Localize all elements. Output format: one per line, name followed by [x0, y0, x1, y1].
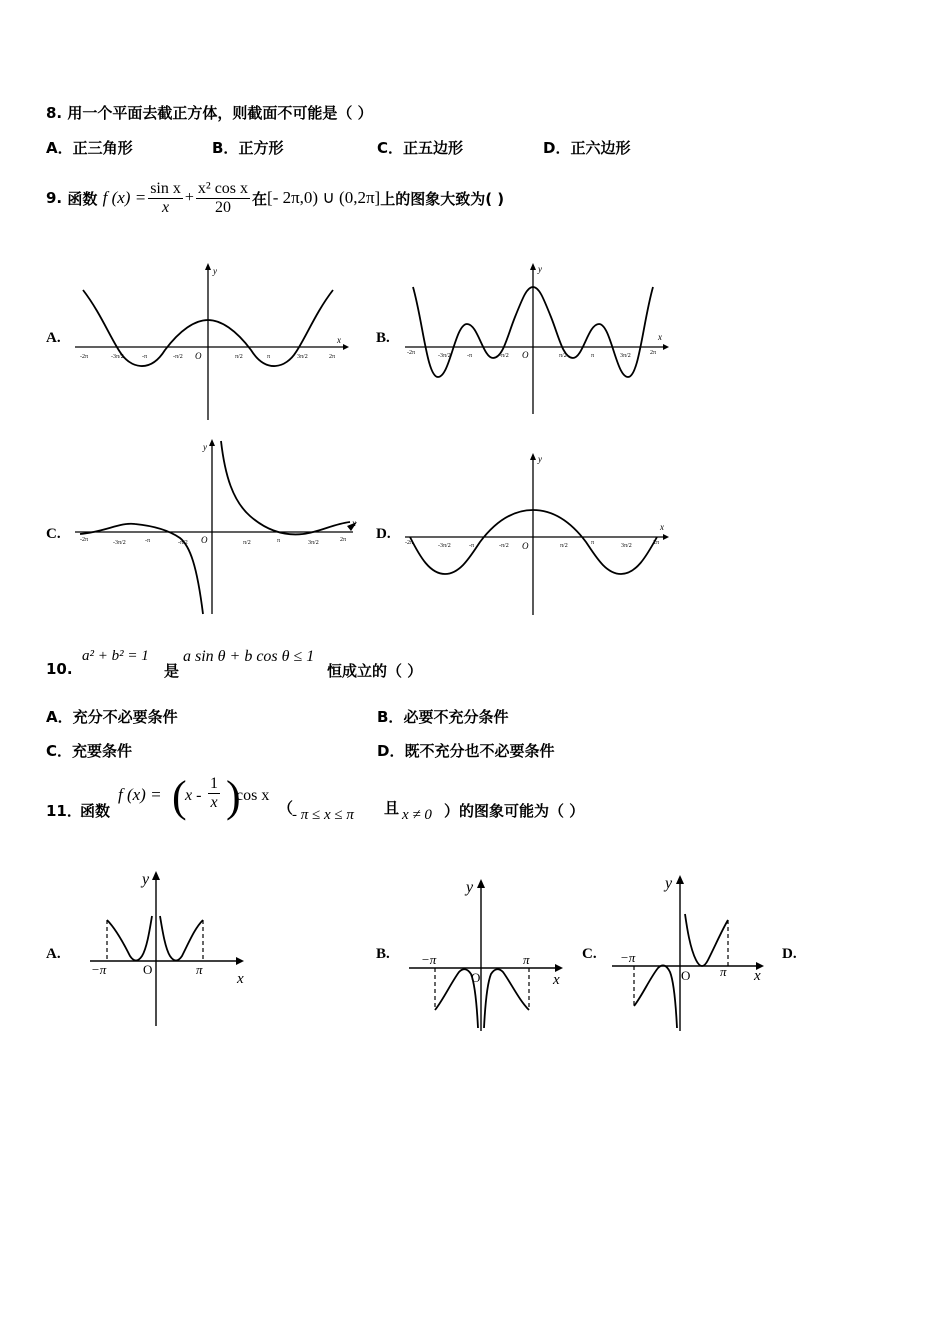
option-key: D．: [543, 139, 571, 157]
fraction-denominator: x: [161, 198, 170, 216]
origin-label: O: [522, 350, 529, 360]
tick-label: -3π/2: [111, 354, 124, 360]
tick-label: -3π/2: [438, 353, 451, 359]
pi-label: π: [523, 952, 530, 967]
option-key: A．: [46, 708, 73, 726]
origin-label: O: [471, 970, 481, 985]
tick-label: π: [277, 538, 281, 544]
q9-function-name: f (x) =: [102, 188, 147, 207]
tick-label: π: [267, 354, 271, 360]
q9-tail: 上的图象大致为( ): [380, 189, 505, 208]
q11-number: 11．: [46, 802, 82, 820]
q10-is: 是: [164, 662, 180, 680]
neg-pi-label: −π: [91, 962, 107, 977]
option-key: A．: [46, 139, 73, 157]
q11-graph-b-label[interactable]: B.: [376, 946, 390, 962]
curve-right: [221, 441, 350, 534]
tick-label: 2π: [653, 540, 660, 546]
tick-label: -π/2: [173, 354, 183, 360]
x-axis-arrow: [555, 964, 563, 972]
tick-label: -π/2: [499, 353, 509, 359]
axis-x-label: x: [337, 335, 341, 345]
q11-and: 且: [384, 799, 400, 817]
tick-label: 3π/2: [620, 353, 631, 359]
tick-label: 2π: [340, 537, 347, 543]
q9-lead: 函数: [67, 189, 98, 208]
tick-label: -π/2: [499, 543, 509, 549]
axis-y-label: y: [538, 264, 542, 274]
axis-y-label: y: [466, 879, 474, 896]
axis-x-label: x: [237, 971, 244, 987]
axis-y-label: y: [538, 454, 542, 464]
option-key: B．: [377, 708, 404, 726]
y-axis-arrow: [209, 439, 215, 446]
plus-sign: +: [184, 189, 194, 206]
origin-label: O: [201, 535, 208, 545]
q10-option-c[interactable]: [46, 740, 132, 761]
y-axis-arrow: [477, 879, 485, 888]
tick-label: -π: [145, 538, 151, 544]
tick-label: π/2: [560, 543, 568, 549]
right-paren: ): [226, 772, 241, 821]
tick-label: 3π/2: [297, 354, 308, 360]
q11-fraction: [208, 775, 220, 812]
option-text: 正三角形: [72, 139, 133, 157]
q10-condition-2: a sin θ + b cos θ ≤ 1: [183, 648, 315, 665]
q10-option-d[interactable]: [377, 740, 554, 761]
pi-label: π: [196, 962, 203, 977]
q11-graph-c-label[interactable]: C.: [582, 946, 597, 962]
pi-label: π: [720, 964, 727, 979]
axis-x-label: x: [553, 972, 560, 988]
q9-number: 9.: [46, 189, 63, 207]
q11-graph-a-label[interactable]: A.: [46, 946, 61, 962]
fraction-numerator: 1: [210, 775, 218, 792]
q8-stem: [46, 102, 373, 123]
y-axis-arrow: [530, 453, 536, 460]
q9-graph-d-label[interactable]: D.: [376, 526, 391, 542]
q11-graph-d-label[interactable]: D.: [782, 946, 797, 962]
option-text: 必要不充分条件: [403, 708, 509, 726]
q9-mid: 在: [252, 189, 268, 208]
tick-label: π/2: [243, 540, 251, 546]
option-text: 正方形: [238, 139, 284, 157]
curve-left: [80, 524, 203, 614]
q8-option-c[interactable]: [377, 137, 463, 158]
tick-label: 3π/2: [308, 540, 319, 546]
curve-right: [484, 969, 529, 1028]
q11-stem: [46, 772, 646, 827]
q9-graph-b: [405, 262, 670, 417]
q9-graph-d: [405, 452, 670, 617]
q10-option-b[interactable]: [377, 706, 508, 727]
tick-label: π/2: [559, 353, 567, 359]
q10-condition-1: a² + b² = 1: [82, 648, 149, 664]
q11-open-paren: （: [278, 799, 294, 817]
q9-stem: [46, 172, 504, 224]
curve-left: [107, 916, 152, 961]
q8-number: 8.: [46, 104, 63, 122]
q11-graph-b: [405, 868, 575, 1033]
q9-graph-c: [75, 436, 360, 616]
q9-fraction-2: [196, 180, 250, 217]
x-axis-arrow: [343, 344, 349, 350]
axis-y-label: y: [142, 871, 150, 888]
axis-y-label: y: [665, 875, 673, 892]
origin-label: O: [195, 351, 202, 361]
tick-label: π/2: [235, 354, 243, 360]
option-key: C．: [46, 742, 73, 760]
q8-option-d[interactable]: [543, 137, 630, 158]
q8-option-a[interactable]: [46, 137, 133, 158]
q11-graph-c: [612, 868, 777, 1033]
y-axis-arrow: [205, 263, 211, 270]
axis-x-label: x: [754, 968, 761, 984]
q9-graph-b-label[interactable]: B.: [376, 330, 390, 346]
q11-cos: cos x: [236, 787, 270, 804]
fraction-numerator: x² cos x: [197, 179, 249, 197]
q11-range: - π ≤ x ≤ π: [292, 807, 354, 823]
option-text: 充分不必要条件: [72, 708, 178, 726]
fraction-numerator: sin x: [150, 179, 181, 197]
y-axis-arrow: [530, 263, 536, 270]
q9-graph-c-label[interactable]: C.: [46, 526, 61, 542]
tick-label: -π: [142, 354, 148, 360]
origin-label: O: [681, 968, 691, 983]
axis-x-label: x: [658, 332, 662, 342]
option-text: 既不充分也不必要条件: [404, 742, 555, 760]
q8-option-b[interactable]: [212, 137, 283, 158]
y-axis-arrow: [676, 875, 684, 884]
tick-label: -π/2: [178, 540, 188, 546]
x-axis-arrow: [663, 534, 669, 540]
q8-text: 用一个平面去截正方体，则截面不可能是（ ）: [67, 104, 373, 122]
tick-label: -2π: [407, 350, 416, 356]
q11-paren-expr: x -: [185, 787, 202, 804]
neg-pi-label: −π: [620, 950, 636, 965]
fraction-denominator: x: [210, 794, 218, 811]
origin-label: O: [143, 962, 153, 977]
q11-neq: x ≠ 0: [402, 807, 432, 823]
tick-label: -3π/2: [438, 543, 451, 549]
q11-function-name: f (x) =: [118, 785, 162, 804]
curve-right: [160, 916, 203, 961]
neg-pi-label: −π: [421, 952, 437, 967]
axis-x-label: x: [352, 518, 356, 528]
left-paren: (: [172, 772, 187, 821]
tick-label: 2π: [650, 350, 657, 356]
option-key: D．: [377, 742, 405, 760]
q10-tail: 恒成立的（ ）: [327, 662, 423, 680]
origin-label: O: [522, 541, 529, 551]
q9-fraction-1: [148, 180, 183, 217]
curve-right: [685, 914, 728, 966]
tick-label: 2π: [329, 354, 336, 360]
tick-label: π: [591, 353, 595, 359]
q9-graph-a: [75, 262, 350, 422]
tick-label: -3π/2: [113, 540, 126, 546]
option-text: 正六边形: [570, 139, 631, 157]
option-text: 正五边形: [403, 139, 464, 157]
option-key: B．: [212, 139, 239, 157]
option-key: C．: [377, 139, 404, 157]
tick-label: -2π: [80, 354, 89, 360]
tick-label: -2π: [80, 537, 89, 543]
x-axis-arrow: [236, 957, 244, 965]
tick-label: π: [591, 540, 595, 546]
curve-left: [634, 965, 677, 1028]
tick-label: -π: [467, 353, 473, 359]
x-axis-arrow: [663, 344, 669, 350]
option-text: 充要条件: [72, 742, 133, 760]
axis-y-label: y: [213, 266, 217, 276]
axis-x-label: x: [660, 522, 664, 532]
tick-label: -π: [469, 543, 475, 549]
q9-domain: [- 2π,0) ∪ (0,2π]: [267, 188, 381, 207]
axis-y-label: y: [203, 442, 207, 452]
tick-label: -2π: [405, 540, 414, 546]
fraction-denominator: 20: [214, 198, 231, 216]
q10-number: 10.: [46, 660, 73, 678]
q11-graph-a: [90, 868, 260, 1028]
q9-graph-a-label[interactable]: A.: [46, 330, 61, 346]
q11-tail: ）的图象可能为（ ）: [444, 802, 585, 820]
curve-left: [435, 969, 481, 1028]
q10-option-a[interactable]: [46, 706, 178, 727]
q11-lead: 函数: [80, 802, 111, 820]
y-axis-arrow: [152, 871, 160, 880]
tick-label: 3π/2: [621, 543, 632, 549]
